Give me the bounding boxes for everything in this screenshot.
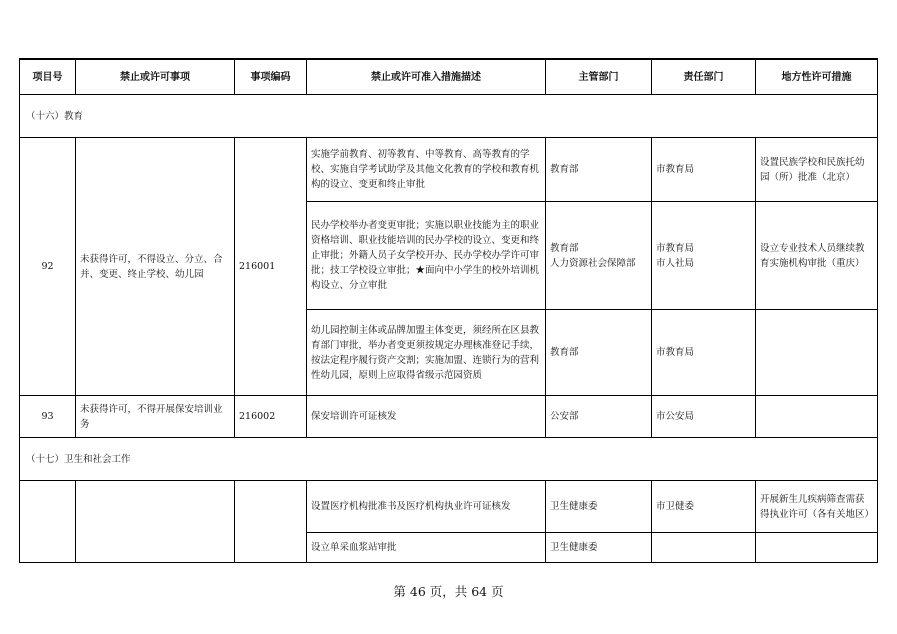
description-cell: 幼儿园控制主体或品牌加盟主体变更，须经所在区县教育部门审批，举办者变更须按规定办理核准登记手续，按法定程序履行资产交割；实施加盟、连锁行为的营利性幼儿园，原则上应取得省级示范园资质 (307, 310, 546, 396)
table-row (20, 396, 878, 438)
code-cell: 216001 (235, 138, 307, 396)
local-measure-cell (756, 533, 878, 563)
header-responsible: 责任部门 (652, 59, 756, 95)
authority-cell: 公安部 (546, 396, 652, 438)
responsible-cell: 市教育局 市人社局 (652, 202, 756, 310)
header-matter: 禁止或许可事项 (76, 59, 235, 95)
matter-cell (76, 481, 235, 563)
description-cell: 保安培训许可证核发 (307, 396, 546, 438)
description-cell: 民办学校举办者变更审批；实施以职业技能为主的职业资格培训、职业技能培训的民办学校的设立、变更和终止审批；外籍人员子女学校开办、民办学校办学许可审批；技工学校设立审批；★面向中小学生的校外培训机构设立、分立审批 (307, 202, 546, 310)
item-no: 92 (20, 138, 76, 396)
description-cell: 设置医疗机构批准书及医疗机构执业许可证核发 (307, 481, 546, 533)
section-title-education: （十六）教育 (20, 95, 878, 138)
responsible-cell: 市公安局 (652, 396, 756, 438)
local-measure-cell: 设置民族学校和民族托幼园（所）批准（北京） (756, 138, 878, 202)
code-cell (235, 481, 307, 563)
authority-cell: 教育部 (546, 138, 652, 202)
local-measure-cell (756, 310, 878, 396)
matter-cell: 未获得许可，不得设立、分立、合并、变更、终止学校、幼儿园 (76, 138, 235, 396)
item-no (20, 481, 76, 563)
authority-cell: 教育部 人力资源社会保障部 (546, 202, 652, 310)
header-description: 禁止或许可准入措施描述 (307, 59, 546, 95)
header-item-no: 项目号 (20, 59, 76, 95)
authority-cell: 卫生健康委 (546, 481, 652, 533)
responsible-cell (652, 533, 756, 563)
responsible-cell: 市教育局 (652, 138, 756, 202)
section-row (20, 438, 878, 481)
responsible-cell: 市教育局 (652, 310, 756, 396)
local-measure-cell: 开展新生儿疾病筛查需获得执业许可（各有关地区） (756, 481, 878, 533)
header-code: 事项编码 (235, 59, 307, 95)
local-measure-cell (756, 396, 878, 438)
table-row (20, 138, 878, 202)
responsible-cell: 市卫健委 (652, 481, 756, 533)
header-local-measure: 地方性许可措施 (756, 59, 878, 95)
description-cell: 设立单采血浆站审批 (307, 533, 546, 563)
authority-cell: 卫生健康委 (546, 533, 652, 563)
matter-cell: 未获得许可，不得开展保安培训业务 (76, 396, 235, 438)
permit-table (19, 58, 878, 563)
local-measure-cell: 设立专业技术人员继续教育实施机构审批（重庆） (756, 202, 878, 310)
authority-cell: 教育部 (546, 310, 652, 396)
header-row (20, 59, 878, 95)
page-footer: 第 46 页，共 64 页 (393, 584, 504, 599)
section-row (20, 95, 878, 138)
description-cell: 实施学前教育、初等教育、中等教育、高等教育的学校、实施自学考试助学及其他文化教育的学校和教育机构的设立、变更和终止审批 (307, 138, 546, 202)
item-no: 93 (20, 396, 76, 438)
code-cell: 216002 (235, 396, 307, 438)
header-authority: 主管部门 (546, 59, 652, 95)
section-title-health: （十七）卫生和社会工作 (20, 438, 878, 481)
table-row (20, 481, 878, 533)
